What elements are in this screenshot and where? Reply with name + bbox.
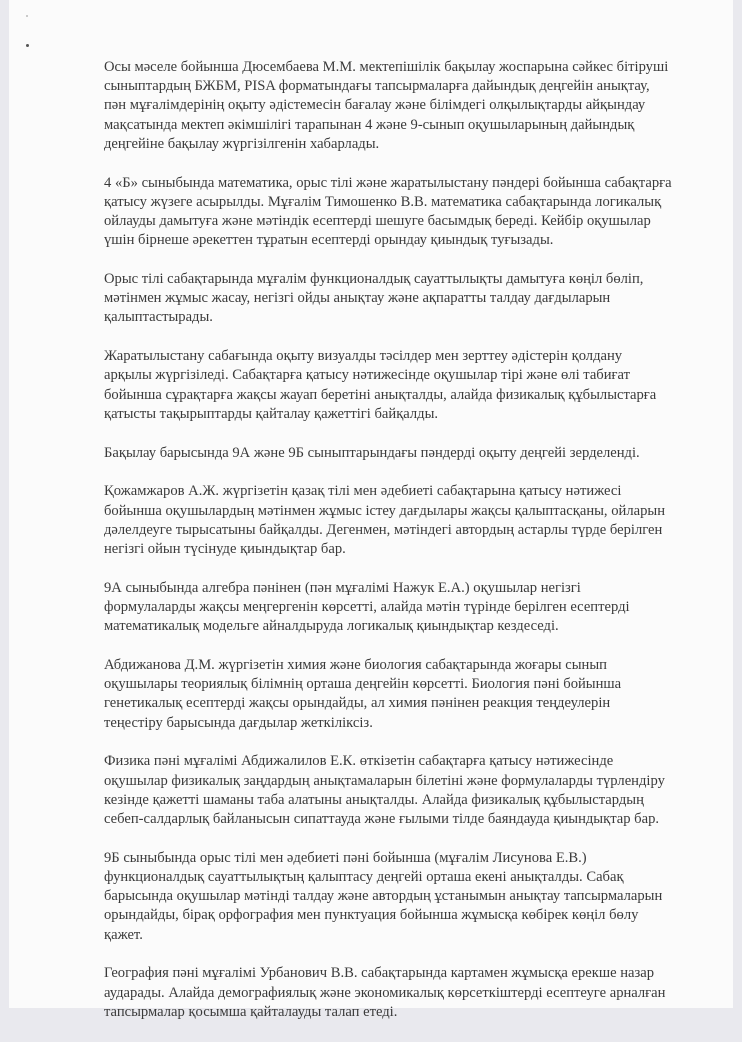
text-line: генетикалық есептерді жақсы орындайды, ал химия пәнінен реакция теңдеулерін <box>104 695 611 712</box>
text-line: мақсатында мектеп әкімшілігі тарапынан 4 және 9-сынып оқушыларының дайындық <box>104 116 635 133</box>
text-line: Орыс тілі сабақтарында мұғалім функционалдық сауаттылықты дамытуға көңіл бөліп, <box>104 271 644 288</box>
document-body <box>104 58 724 1042</box>
text-line: ойлауды дамытуға және мәтіндік есептерді шешуге басымдық береді. Кейбір оқушылар <box>104 213 651 230</box>
text-line: қатысты тақырыптарды қайталау қажеттігі байқалды. <box>104 405 439 422</box>
paragraph-natural-science <box>104 347 724 424</box>
text-line: сыныптардың БЖБМ, PISA форматындағы тапсырмаларға дайындық деңгейін анықтау, <box>104 78 650 95</box>
paragraph-4b-class <box>104 174 724 251</box>
text-line: дәлелдеуге тырысатыны байқалды. Дегенмен, мәтіндегі автордың астарлы түрде берілген <box>104 521 663 538</box>
text-line: математикалық модельге айналдыруда логикалық қиындықтар кездеседі. <box>104 618 559 635</box>
text-line: Бақылау барысында 9А және 9Б сыныптарындағы пәндерді оқыту деңгейі зерделенді. <box>104 444 640 461</box>
text-line: себеп-салдарлық байланысын сипаттауда және ғылыми тілде баяндауда қиындықтар бар. <box>104 811 660 828</box>
paragraph-russian-literature-9b <box>104 849 724 945</box>
text-line: қатысу жүзеге асырылды. Мұғалім Тимошенко В.В. математика сабақтарында логикалық <box>104 193 662 210</box>
text-line: деңгейіне бақылау жүргізілгенін хабарлады. <box>104 135 380 152</box>
document-page <box>9 0 733 1020</box>
paragraph-chemistry-biology <box>104 656 724 733</box>
text-line: орындайды, бірақ орфография мен пунктуация бойынша жұмысқа көбірек көңіл бөлу <box>104 907 639 924</box>
text-line: формулаларды жақсы меңгергенін көрсетті, алайда мәтін түрінде берілген есептерді <box>104 599 630 616</box>
text-line: функционалдық сауаттылықтың қалыптасу деңгейі орташа екені анықталды. Сабақ <box>104 869 624 886</box>
paragraph-physics <box>104 752 724 829</box>
paragraph-kazakh-language <box>104 482 724 559</box>
paragraph-algebra-9a <box>104 579 724 637</box>
text-line: Абдижанова Д.М. жүргізетін химия және биология сабақтарында жоғары сынып <box>104 657 607 674</box>
text-line: География пәні мұғалімі Урбанович В.В. сабақтарында картамен жұмысқа ерекше назар <box>104 965 655 982</box>
text-line: 9Б сыныбында орыс тілі мен әдебиеті пәні бойынша (мұғалім Лисунова Е.В.) <box>104 849 587 866</box>
text-line: арқылы жүргізіледі. Сабақтарға қатысу нәтижесінде оқушылар тірі және өлі табиғат <box>104 367 631 384</box>
text-line: 9А сыныбында алгебра пәнінен (пән мұғалімі Нажук Е.А.) оқушылар негізгі <box>104 579 581 596</box>
scan-speck <box>26 15 28 17</box>
text-line: қалыптастырады. <box>104 309 213 326</box>
text-line: 4 «Б» сыныбында математика, орыс тілі және жаратылыстану пәндері бойынша сабақтарға <box>104 174 672 191</box>
text-line: оқушылар физикалық заңдардың анықтамаларын білетіні және формулаларды түрлендіру <box>104 772 665 789</box>
text-line: бойынша оқушылардың мәтінмен жұмыс істеу дағдылары жақсы қалыптасқаны, ойларын <box>104 502 666 519</box>
text-line: теңестіру барысында дағдылар жеткіліксіз. <box>104 714 373 731</box>
text-line: бойынша сұрақтарға жақсы жауап беретіні анықталды, алайда физикалық құбылыстарға <box>104 386 657 403</box>
text-line: негізгі ойын түсінуде қиындықтар бар. <box>104 541 346 558</box>
text-line: оқушылары теориялық білімнің орташа деңгейін көрсетті. Биология пәні бойынша <box>104 676 622 693</box>
text-line: аударады. Алайда демографиялық және экономикалық көрсеткіштерді есептеуге арналған <box>104 984 666 1001</box>
paragraph-intro <box>104 58 724 154</box>
paragraph-russian-language <box>104 270 724 328</box>
text-line: Осы мәселе бойынша Дюсембаева М.М. мектепішілік бақылау жоспарына сәйкес бітіруші <box>104 59 669 75</box>
text-line: тапсырмалар қосымша қайталауды талап етеді. <box>104 1003 398 1020</box>
text-line: мәтінмен жұмыс жасау, негізгі ойды анықтау және ақпаратты талдау дағдыларын <box>104 290 611 307</box>
paragraph-geography <box>104 964 724 1022</box>
text-line: Жаратылыстану сабағында оқыту визуалды тәсілдер мен зерттеу әдістерін қолдану <box>104 348 623 365</box>
text-line: пән мұғалімдерінің оқыту әдістемесін бағалау және білімдегі олқылықтарды айқындау <box>104 97 646 114</box>
text-line: кезінде қажетті шаманы таба алатыны анықталды. Алайда физикалық құбылыстардың <box>104 791 644 808</box>
text-line: үшін бірнеше әрекеттен тұратын есептерді орындау қиындық туғызады. <box>104 232 554 249</box>
paragraph-9a-9b-overview <box>104 444 724 463</box>
text-line: барысында оқушылар мәтінді талдау және автордың ұстанымын анықтау тапсырмаларын <box>104 888 663 905</box>
text-line: Қожамжаров А.Ж. жүргізетін қазақ тілі мен әдебиеті сабақтарына қатысу нәтижесі <box>104 483 622 500</box>
text-line: Физика пәні мұғалімі Абдижалилов Е.К. өткізетін сабақтарға қатысу нәтижесінде <box>104 753 614 770</box>
text-line: қажет. <box>104 926 143 943</box>
bullet-dot <box>26 44 29 47</box>
